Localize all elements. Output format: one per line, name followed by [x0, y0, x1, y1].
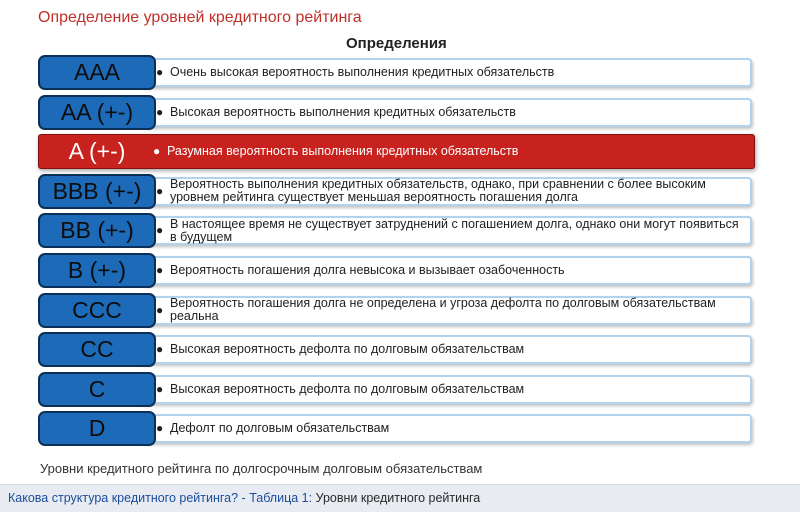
rating-description: Разумная вероятность выполнения кредитных обязательств — [167, 144, 519, 159]
rating-description-box — [140, 414, 752, 443]
rating-badge: CCC — [38, 293, 156, 328]
footer-question-link[interactable]: Какова структура кредитного рейтинга? — [8, 491, 239, 505]
bullet-icon: ● — [156, 262, 164, 277]
rating-description: В настоящее время не существует затруднений с погашением долга, однако они могут появиться в будущем — [170, 216, 739, 244]
bullet-icon: ● — [156, 65, 164, 79]
rating-row-bb — [38, 213, 755, 248]
bullet-icon: ● — [156, 183, 164, 198]
rating-description-box — [140, 177, 752, 206]
rating-row-a — [38, 134, 755, 169]
footer-separator: - — [238, 491, 250, 505]
bullet-icon: ● — [156, 302, 164, 317]
figure-caption: Уровни кредитного рейтинга по долгосрочным долговым обязательствам — [40, 461, 483, 476]
bullet-icon: ● — [156, 421, 164, 436]
rating-description: Вероятность погашения долга не определена и угроза дефолта по долговым обязательствам реальна — [170, 296, 716, 324]
rating-row-cc — [38, 332, 755, 367]
footer-table-title: Уровни кредитного рейтинга — [312, 491, 481, 505]
bullet-icon: ● — [156, 342, 164, 357]
rating-badge: BB (+-) — [38, 213, 156, 248]
rating-badge: BBB (+-) — [38, 174, 156, 209]
rating-description: Вероятность погашения долга невысока и вызывает озабоченность — [170, 262, 565, 277]
rating-row-aaa — [38, 55, 755, 90]
rating-badge: D — [38, 411, 156, 446]
rating-description: Высокая вероятность дефолта по долговым обязательствам — [170, 381, 525, 396]
rating-row-d — [38, 411, 755, 446]
rating-row-b — [38, 253, 755, 288]
bullet-icon: ● — [156, 104, 164, 119]
rating-badge: CC — [38, 332, 156, 367]
bullet-icon: ● — [156, 223, 164, 238]
rating-description-box — [140, 296, 752, 325]
rating-row-ccc — [38, 293, 755, 328]
rating-description: Вероятность выполнения кредитных обязательств, однако, при сравнении с более высоким уровнем рейтинга существует меньшая вероятность погашения долга — [170, 177, 706, 205]
rating-badge: AA (+-) — [38, 95, 156, 130]
ratings-list — [38, 55, 755, 451]
footer-table-ref: Таблица 1: — [249, 491, 313, 505]
page-title: Определение уровней кредитного рейтинга — [38, 9, 362, 26]
rating-description-box — [140, 216, 752, 245]
rating-description: Высокая вероятность дефолта по долговым обязательствам — [170, 342, 525, 357]
rating-description-box — [140, 256, 752, 285]
rating-description-box — [140, 58, 752, 87]
rating-description-box — [140, 375, 752, 404]
rating-description: Очень высокая вероятность выполнения кредитных обязательств — [170, 65, 555, 79]
rating-badge: B (+-) — [38, 253, 156, 288]
rating-description: Высокая вероятность выполнения кредитных обязательств — [170, 104, 516, 119]
rating-row-bbb — [38, 174, 755, 209]
rating-badge: AAA — [38, 55, 156, 90]
rating-description-box — [140, 335, 752, 364]
rating-description-box — [140, 98, 752, 127]
rating-badge: A (+-) — [68, 138, 126, 165]
rating-badge: C — [38, 372, 156, 407]
bullet-icon: ● — [153, 144, 161, 159]
rating-row-c — [38, 372, 755, 407]
column-header: Определения — [346, 35, 447, 52]
rating-description: Дефолт по долговым обязательствам — [170, 421, 390, 436]
rating-row-aa — [38, 95, 755, 130]
footer-bar — [0, 484, 800, 512]
bullet-icon: ● — [156, 381, 164, 396]
